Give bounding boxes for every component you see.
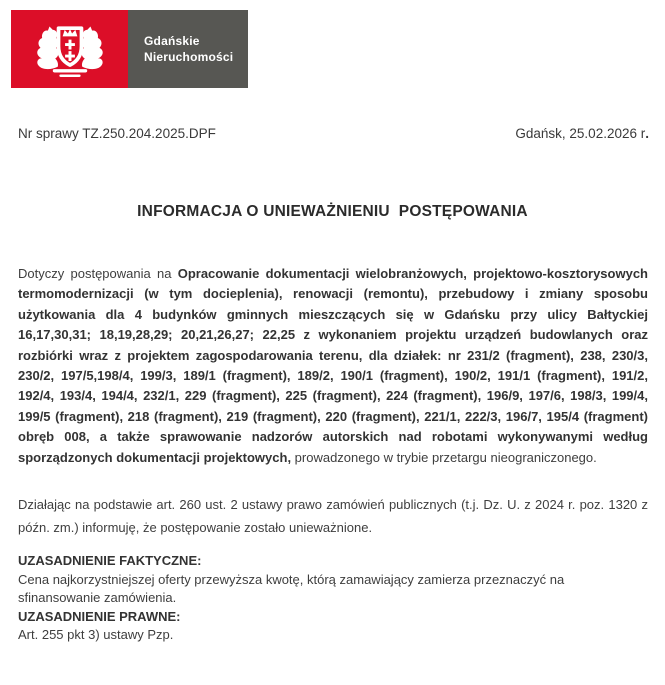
factual-justification-text: Cena najkorzystniejszej oferty przewyższa kwotę, którą zamawiający zamierza przeznaczyć na sfinansowanie zamówienia.	[18, 571, 565, 606]
legal-justification-text: Art. 255 pkt 3) ustawy Pzp.	[18, 627, 174, 643]
logo	[11, 10, 665, 88]
document-page	[0, 10, 665, 685]
paragraph-subject: Dotyczy postępowania na Opracowanie dokumentacji wielobranżowych, projektowo-kosztorysowych termomodernizacji (w tym docieplenia), renowacji (remontu), przebudowy i zmiany sposobu użytkowania dla 4 budynków gminnych mieszczących się w Gdańsku przy ulicy Bałtyckiej 16,17,30,31; 18,19,28,29; 20,21,26,27; 22,25 z wykonaniem projektu urządzeń budowlanych oraz rozbiórki wraz z projektem zagospodarowania terenu, dla działek: nr 231/2 (fragment), 238, 230/3, 230/2, 197/5,198/4, 199/3, 189/1 (fragment), 189/2, 190/1 (fragment), 190/2, 191/1 (fragment), 191/2, 192/4, 193/4, 194/4, 232/1, 229 (fragment), 225 (fragment), 224 (fragment), 196/9, 197/6, 198/3, 199/4, 199/5 (fragment), 218 (fragment), 219 (fragment), 220 (fragment), 221/1, 222/3, 196/7, 195/4 (fragment) obręb 008, a także sprawowanie nadzorów autorskich nad robotami wykonywanymi według sporządzonych dokumentacji projektowych, prowadzonego w trybie przetargu nieograniczonego.	[18, 266, 648, 465]
document-title: INFORMACJA O UNIEWAŻNIENIU POSTĘPOWANIA	[137, 203, 528, 220]
case-number: Nr sprawy TZ.250.204.2025.DPF	[18, 126, 216, 141]
brand-name-line1: Gdańskie	[144, 34, 200, 48]
logo-red-panel	[11, 10, 128, 88]
justification-section	[18, 552, 648, 645]
logo-text-panel	[128, 10, 248, 88]
date-period: .	[645, 126, 649, 141]
gdansk-coat-of-arms-icon	[29, 20, 111, 79]
legal-justification-heading: UZASADNIENIE PRAWNE:	[18, 608, 181, 624]
document-header-row	[18, 126, 649, 141]
brand-name-line2: Nieruchomości	[144, 50, 234, 64]
factual-justification-heading: UZASADNIENIE FAKTYCZNE:	[18, 553, 202, 569]
place-and-date: Gdańsk, 25.02.2026 r.	[515, 126, 649, 141]
paragraph-legal-basis: Działając na podstawie art. 260 ust. 2 ustawy prawo zamówień publicznych (t.j. Dz. U. z 2024 r. poz. 1320 z późn. zm.) informuję, że postępowanie zostało unieważnione.	[18, 497, 648, 536]
